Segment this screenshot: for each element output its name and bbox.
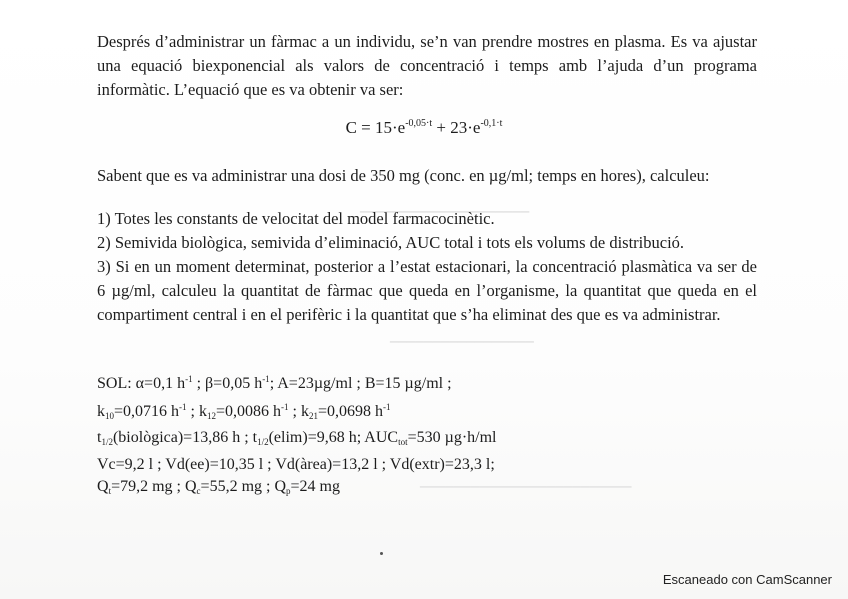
solution-line-3: $t_{1/2}(biològica)=13,86$ h ; $t_{1/2}(elim)=9,68$ h; $AUC_{tot}=530$ µg·h/ml [97, 429, 497, 447]
solution-block [97, 368, 496, 503]
question-2: 2) Semivida biològica, semivida d’eliminació, AUC total i tots els volums de distribució. [97, 233, 685, 252]
bleed-through: ▁▁▁▁▁▁▁▁▁▁▁▁▁▁▁▁▁▁▁▁▁▁▁▁▁ [420, 476, 632, 488]
bleed-through: ▁▁▁▁▁▁▁▁▁▁▁▁▁▁▁▁▁▁▁▁ [360, 201, 530, 213]
intro-paragraph: Després d’administrar un fàrmac a un individu, se’n van prendre mostres en plasma. Es va ajustar una equació biexponencial als valors de concentració i temps amb l’ajuda d’un programa informàtic. L’equació que es va obtenir va ser: [97, 32, 757, 99]
solution-line-1: SOL: α=0,1 $h^{-1}$ ; β=0,05 $h^{-1}$; A=23µg/ml ; B=15 µg/ml ; [97, 374, 452, 392]
question-3: 3) Si en un moment determinat, posterior a l’estat estacionari, la concentració plasmàtica va ser de 6 µg/ml, calculeu la quantitat de fàrmac que queda en l’organisme, la quantitat que queda en el compartiment central i en el perifèric i la quantitat que s’ha eliminat des que es va administrar. [97, 257, 757, 324]
solution-line-4: Vc=9,2 l ; Vd(ee)=10,35 l ; Vd(àrea)=13,2 l ; Vd(extr)=23,3 l; [97, 455, 495, 473]
camscanner-watermark: Escaneado con CamScanner [662, 572, 832, 587]
questions-list [97, 207, 757, 327]
question-1: 1) Totes les constants de velocitat del model farmacocinètic. [97, 209, 495, 228]
solution-line-5: $Q_t=79,2$ mg ; $Q_c=55,2$ mg ; $Q_p=24$ mg [97, 478, 340, 496]
task-paragraph: Sabent que es va administrar una dosi de 350 mg (conc. en µg/ml; temps en hores), calculeu: [97, 166, 710, 185]
solution-line-2: $k_{10}=0,0716$ $h^{-1}$ ; $k_{12}=0,0086$ $h^{-1}$ ; $k_{21}=0,0698$ $h^{-1}$ [97, 401, 391, 421]
ink-speck [380, 552, 383, 555]
bleed-through: ▁▁▁▁▁▁▁▁▁▁▁▁▁▁▁▁▁ [390, 331, 534, 343]
biexponential-equation: $C = 15\cdot e^{-0,05\cdot t} + 23\cdot e^{-0,1\cdot t}$ [345, 118, 503, 137]
